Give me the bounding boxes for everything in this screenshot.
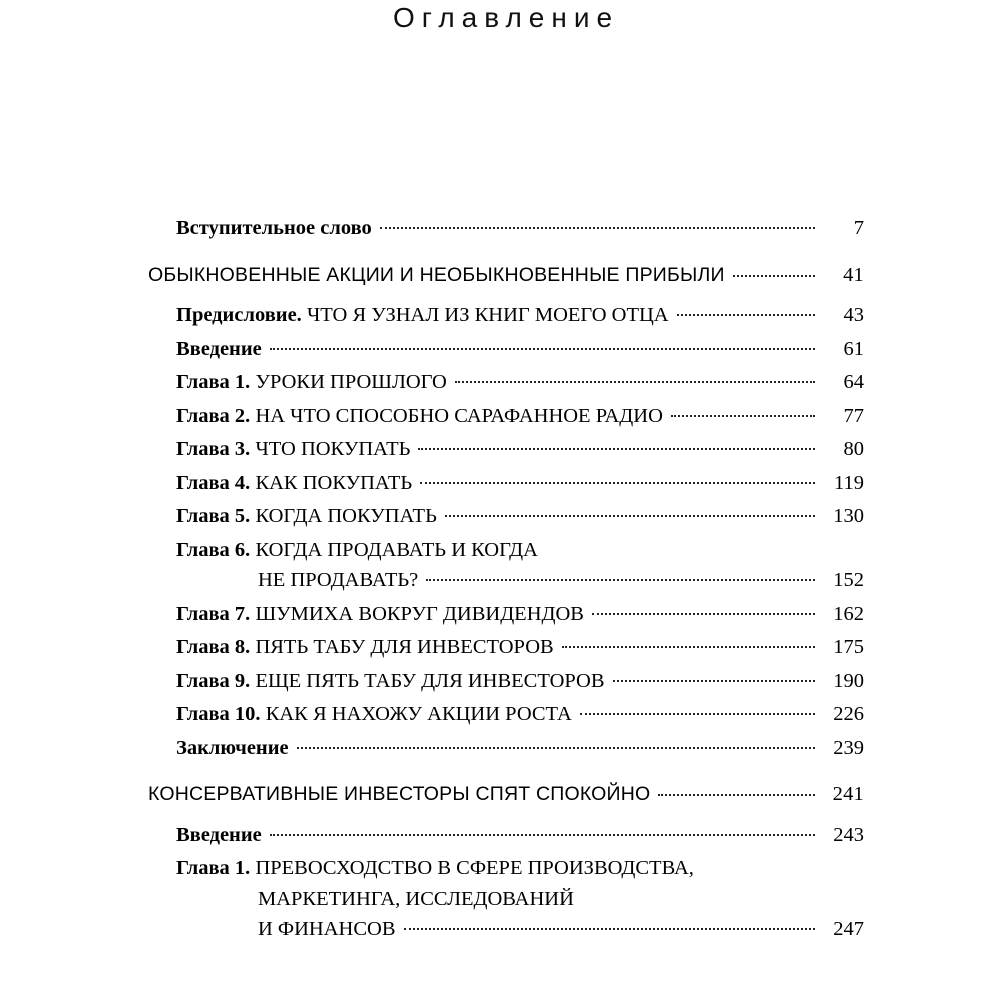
toc-section-row[interactable] bbox=[148, 265, 864, 286]
toc-entry-title: Предисловие. bbox=[176, 304, 302, 326]
toc-entry-label bbox=[176, 604, 584, 625]
toc-entry-row[interactable] bbox=[176, 218, 864, 239]
toc-page-number: 80 bbox=[843, 438, 864, 460]
toc-entry-subtitle: УРОКИ ПРОШЛОГО bbox=[250, 371, 447, 393]
leader-dots bbox=[562, 646, 815, 648]
toc-entry-title: Введение bbox=[176, 337, 262, 360]
toc-entry-subtitle: НА ЧТО СПОСОБНО САРАФАННОЕ РАДИО bbox=[250, 404, 663, 427]
toc-entry-title: Глава 3. bbox=[176, 438, 251, 460]
toc-entry-label bbox=[176, 858, 694, 879]
toc-page-number: 243 bbox=[833, 823, 864, 846]
toc-entry-subtitle: КОГДА ПРОДАВАТЬ И КОГДА bbox=[250, 538, 538, 561]
toc-entry-subtitle: ЕЩЕ ПЯТЬ ТАБУ ДЛЯ ИНВЕСТОРОВ bbox=[250, 669, 605, 692]
toc-entry-title: Глава 6. bbox=[176, 538, 251, 561]
toc-entry-row[interactable] bbox=[176, 439, 864, 460]
toc-entry-title: Глава 2. bbox=[176, 404, 251, 427]
toc-entry-label bbox=[176, 704, 572, 725]
toc-entry-row[interactable] bbox=[176, 704, 864, 725]
leader-dots bbox=[677, 314, 815, 316]
toc-entry-label bbox=[176, 406, 663, 427]
leader-dots bbox=[380, 227, 815, 229]
toc-page-number: 130 bbox=[833, 505, 864, 527]
toc-entry-row[interactable] bbox=[176, 738, 864, 759]
toc-entry-row[interactable] bbox=[176, 637, 864, 658]
leader-dots bbox=[270, 348, 815, 350]
toc-entry-label bbox=[148, 785, 650, 805]
leader-dots bbox=[426, 579, 815, 581]
toc-entry-subtitle: ОБЫКНОВЕННЫЕ АКЦИИ И НЕОБЫКНОВЕННЫЕ ПРИБЫЛИ bbox=[148, 263, 725, 286]
leader-dots bbox=[613, 680, 815, 682]
leader-dots bbox=[455, 381, 815, 383]
toc-entry-subtitle: КОНСЕРВАТИВНЫЕ ИНВЕСТОРЫ СПЯТ СПОКОЙНО bbox=[148, 783, 651, 805]
toc-entry-label bbox=[258, 919, 396, 940]
toc-entry-subtitle: ПЯТЬ ТАБУ ДЛЯ ИНВЕСТОРОВ bbox=[250, 636, 554, 658]
toc-page-number: 239 bbox=[833, 736, 864, 759]
toc-page-number: 190 bbox=[833, 669, 864, 692]
toc-page-number: 241 bbox=[832, 783, 864, 805]
toc-entry-row[interactable] bbox=[176, 540, 864, 561]
toc-entry-title: Глава 1. bbox=[176, 371, 251, 393]
toc-entry-subtitle: ЧТО Я УЗНАЛ ИЗ КНИГ МОЕГО ОТЦА bbox=[301, 304, 669, 326]
toc-entry-label bbox=[176, 506, 437, 527]
toc-entry-label bbox=[176, 637, 554, 658]
toc-page-number: 41 bbox=[843, 263, 864, 286]
toc-page-number: 152 bbox=[833, 569, 864, 591]
toc-entry-row[interactable] bbox=[176, 473, 864, 494]
toc-page-number: 64 bbox=[843, 371, 864, 393]
toc-entry-title: Глава 5. bbox=[176, 505, 251, 527]
toc-page-number: 77 bbox=[843, 404, 864, 427]
leader-dots bbox=[297, 747, 815, 749]
leader-dots bbox=[270, 834, 815, 836]
toc-entry-subtitle: ЧТО ПОКУПАТЬ bbox=[250, 438, 411, 460]
toc-entry-row[interactable] bbox=[258, 919, 864, 940]
toc-page-number: 43 bbox=[843, 304, 864, 326]
toc-page-number: 162 bbox=[833, 602, 864, 625]
page-title: Оглавление bbox=[392, 2, 620, 33]
toc-entry-subtitle: НЕ ПРОДАВАТЬ? bbox=[258, 569, 419, 591]
toc-entry-subtitle: КОГДА ПОКУПАТЬ bbox=[250, 505, 437, 527]
toc-entry-subtitle: ШУМИХА ВОКРУГ ДИВИДЕНДОВ bbox=[250, 602, 584, 625]
toc-entry-title: Глава 7. bbox=[176, 602, 251, 625]
toc-entry-title: Глава 10. bbox=[176, 703, 261, 725]
toc-entry-label bbox=[176, 439, 410, 460]
toc-entry-subtitle: КАК Я НАХОЖУ АКЦИИ РОСТА bbox=[260, 703, 572, 725]
leader-dots bbox=[418, 448, 815, 450]
toc-page-number: 247 bbox=[833, 918, 864, 940]
toc-entry-label bbox=[176, 540, 538, 561]
table-of-contents bbox=[148, 218, 864, 953]
toc-entry-row[interactable] bbox=[176, 671, 864, 692]
toc-entry-row[interactable] bbox=[176, 825, 864, 846]
toc-entry-label bbox=[176, 825, 262, 846]
toc-entry-label bbox=[176, 372, 447, 393]
leader-dots bbox=[445, 515, 815, 517]
toc-entry-row[interactable] bbox=[176, 305, 864, 326]
toc-entry-row[interactable] bbox=[176, 406, 864, 427]
leader-dots bbox=[658, 794, 815, 796]
toc-entry-title: Вступительное слово bbox=[176, 217, 372, 239]
toc-entry-row[interactable] bbox=[176, 858, 864, 879]
toc-entry-label bbox=[258, 889, 574, 910]
leader-dots bbox=[671, 415, 815, 417]
toc-entry-label bbox=[176, 473, 412, 494]
toc-page-number: 175 bbox=[833, 636, 864, 658]
toc-entry-subtitle: МАРКЕТИНГА, ИССЛЕДОВАНИЙ bbox=[258, 887, 574, 910]
leader-dots bbox=[580, 713, 815, 715]
toc-entry-title: Заключение bbox=[176, 736, 289, 759]
toc-entry-label bbox=[258, 570, 418, 591]
toc-entry-label bbox=[176, 738, 289, 759]
toc-entry-row[interactable] bbox=[258, 570, 864, 591]
toc-entry-row[interactable] bbox=[176, 339, 864, 360]
toc-entry-label bbox=[148, 263, 725, 286]
toc-entry-subtitle: И ФИНАНСОВ bbox=[258, 918, 396, 940]
leader-dots bbox=[404, 928, 816, 930]
toc-entry-subtitle: ПРЕВОСХОДСТВО В СФЕРЕ ПРОИЗВОДСТВА, bbox=[250, 857, 694, 879]
toc-page-number: 7 bbox=[853, 217, 864, 239]
toc-entry-label bbox=[176, 339, 262, 360]
toc-entry-label bbox=[176, 218, 372, 239]
toc-entry-title: Глава 4. bbox=[176, 471, 251, 494]
toc-entry-label bbox=[176, 305, 669, 326]
toc-entry-row[interactable] bbox=[176, 604, 864, 625]
toc-section-row[interactable] bbox=[148, 784, 864, 805]
leader-dots bbox=[420, 482, 815, 484]
toc-entry-title: Введение bbox=[176, 823, 262, 846]
toc-page-number: 226 bbox=[833, 703, 864, 725]
toc-page-number: 119 bbox=[834, 471, 864, 494]
toc-entry-title: Глава 1. bbox=[176, 857, 251, 879]
toc-entry-label bbox=[176, 671, 605, 692]
toc-page-number: 61 bbox=[843, 337, 864, 360]
toc-entry-title: Глава 8. bbox=[176, 636, 251, 658]
toc-entry-row[interactable] bbox=[176, 506, 864, 527]
toc-entry-row[interactable] bbox=[258, 889, 864, 910]
toc-entry-row[interactable] bbox=[176, 372, 864, 393]
toc-entry-subtitle: КАК ПОКУПАТЬ bbox=[250, 471, 413, 494]
leader-dots bbox=[733, 275, 815, 277]
toc-entry-title: Глава 9. bbox=[176, 669, 251, 692]
leader-dots bbox=[592, 613, 815, 615]
